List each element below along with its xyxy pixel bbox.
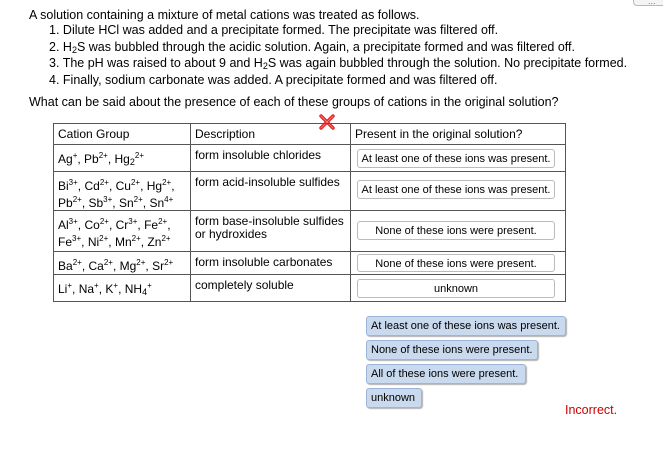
cation-group-cell	[54, 145, 191, 172]
ion: $Hg^{2+}$	[146, 178, 172, 193]
ion-line: $Fe^{3+}$, $Ni^{2+}$, $Mn^{2+}$, $Zn^{2+}$	[58, 234, 171, 249]
ion: $Cd^{2+}$	[84, 178, 109, 193]
ion-line: Ag+, $Pb^{2+}$, $Hg_2^{2+}$	[58, 151, 144, 167]
problem-intro: A solution containing a mixture of metal cations was treated as follows.	[29, 8, 420, 22]
ion: $Mn^{2+}$	[114, 234, 141, 249]
description-cell: completely soluble	[191, 275, 351, 302]
choice-none[interactable]: None of these ions were present.	[366, 340, 538, 360]
ion: $Ni^{2+}$	[87, 234, 109, 249]
cation-group-cell	[54, 211, 191, 252]
answer-drop-target[interactable]: At least one of these ions was present.	[357, 149, 555, 168]
ion: $Ba^{2+}$	[58, 258, 82, 273]
ion-list	[58, 252, 190, 273]
ion: $Sn^{2+}$	[118, 195, 143, 210]
step-2: 2. $H_2S$ was bubbled through the acidic solution. Again, a precipitate formed and was filtered off.	[49, 39, 575, 55]
ion: K+	[105, 281, 119, 296]
ion: $Co^{2+}$	[84, 217, 109, 232]
table-row	[54, 145, 566, 172]
ion: $Fe^{2+}$	[144, 217, 168, 232]
header-cation-group: Cation Group	[54, 124, 191, 145]
table-row	[54, 275, 566, 302]
cation-group-cell	[54, 252, 191, 275]
answer-cell	[351, 172, 566, 211]
cation-group-cell	[54, 172, 191, 211]
ion: $Sb^{3+}$	[88, 195, 113, 210]
choice-at-least-one[interactable]: At least one of these ions was present.	[366, 316, 566, 336]
ion: $Pb^{2+}$	[58, 195, 82, 210]
ion: $Ca^{2+}$	[88, 258, 113, 273]
ion: $Al^{3+}$	[58, 217, 78, 232]
description-cell: form acid-insoluble sulfides	[191, 172, 351, 211]
header-present: Present in the original solution?	[351, 124, 566, 145]
ion-line: $Al^{3+}$, $Co^{2+}$, $Cr^{3+}$, $Fe^{2+}$,	[58, 217, 171, 232]
question-text: What can be said about the presence of each of these groups of cations in the original solution?	[29, 95, 559, 109]
answer-choices	[366, 316, 566, 412]
ion: $Cu^{2+}$	[115, 178, 141, 193]
ion: $Mg^{2+}$	[119, 258, 146, 273]
answer-cell	[351, 252, 566, 275]
ion-list	[58, 172, 190, 210]
table-row	[54, 211, 566, 252]
ion: $Hg_2^{2+}$	[114, 151, 144, 167]
ion-list	[58, 145, 190, 169]
answer-drop-target[interactable]: None of these ions were present.	[357, 254, 555, 272]
ion-list	[58, 211, 190, 249]
ion-list	[58, 275, 190, 299]
cation-table	[53, 123, 566, 302]
ion: Na+	[78, 281, 99, 296]
step-1: 1. Dilute HCl was added and a precipitate formed. The precipitate was filtered off.	[49, 23, 499, 37]
ion: $Cr^{3+}$	[115, 217, 138, 232]
ion-line: $Pb^{2+}$, $Sb^{3+}$, $Sn^{2+}$, $Sn^{4+}$	[58, 195, 174, 210]
ion: $Pb^{2+}$	[84, 151, 108, 166]
ion-line: $Bi^{3+}$, $Cd^{2+}$, $Cu^{2+}$, $Hg^{2+}$,	[58, 178, 175, 193]
step-4: 4. Finally, sodium carbonate was added. A precipitate formed and was filtered off.	[49, 72, 498, 87]
answer-drop-target[interactable]: At least one of these ions was present.	[357, 180, 555, 199]
corner-tab[interactable]: ...	[633, 0, 663, 6]
answer-cell	[351, 145, 566, 172]
table-header-row	[54, 124, 566, 145]
choice-all[interactable]: All of these ions were present.	[366, 364, 526, 384]
description-cell: form insoluble chlorides	[191, 145, 351, 172]
answer-drop-target[interactable]: unknown	[357, 279, 555, 298]
table-row	[54, 172, 566, 211]
ion: $Sr^{2+}$	[152, 258, 174, 273]
feedback-text: Incorrect.	[565, 403, 618, 417]
description-cell: form insoluble carbonates	[191, 252, 351, 275]
step-3: 3. The pH was raised to about 9 and $H_2S$ was again bubbled through the solution. No precipitate formed.	[49, 56, 628, 71]
procedure-steps	[49, 22, 627, 88]
ion: $Zn^{2+}$	[147, 234, 171, 249]
ion: $Sn^{4+}$	[149, 195, 174, 210]
choice-unknown[interactable]: unknown	[366, 388, 422, 408]
header-description: Description	[191, 124, 351, 145]
answer-cell	[351, 211, 566, 252]
ion: $NH_4^+$	[124, 281, 152, 297]
table-row	[54, 252, 566, 275]
ion: Li+	[58, 281, 73, 296]
ion: $Fe^{3+}$	[58, 234, 82, 249]
ion: $Bi^{3+}$	[58, 178, 78, 193]
answer-drop-target[interactable]: None of these ions were present.	[357, 221, 555, 240]
ion-line: $Ba^{2+}$, $Ca^{2+}$, $Mg^{2+}$, $Sr^{2+}$	[58, 258, 174, 273]
description-cell: form base-insoluble sulfides or hydroxides	[191, 211, 351, 252]
ion: Ag+	[58, 151, 78, 166]
ion-line: Li+, Na+, K+, $NH_4^+$	[58, 281, 152, 297]
cation-group-cell	[54, 275, 191, 302]
answer-cell	[351, 275, 566, 302]
